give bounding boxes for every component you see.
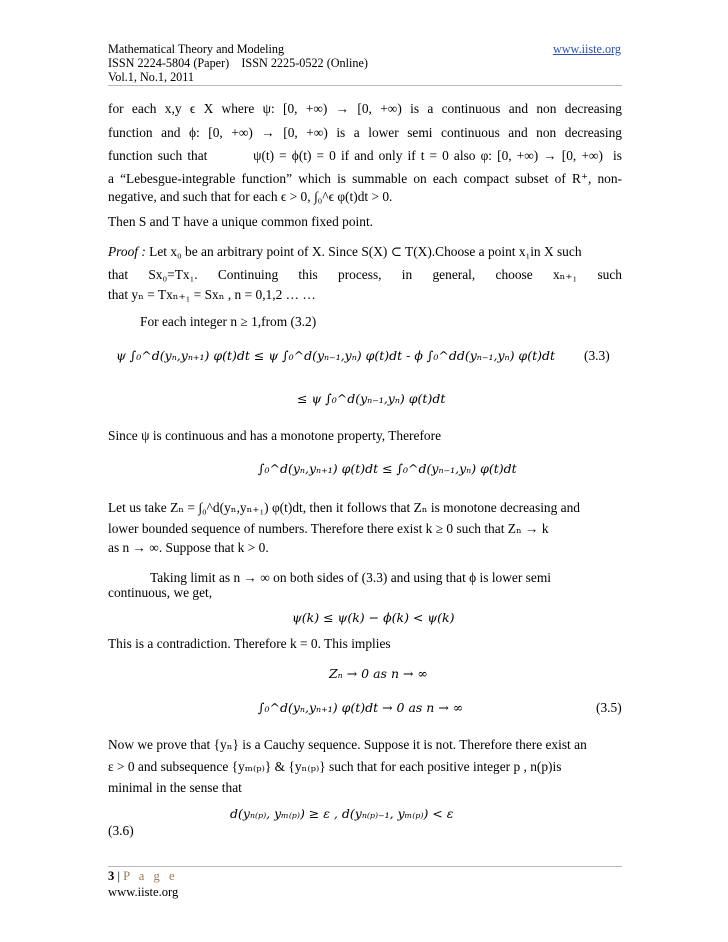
equation-monotone: ∫₀^d(yₙ,yₙ₊₁) φ(t)dt ≤ ∫₀^d(yₙ₋₁,yₙ) φ(t)dt (258, 461, 517, 476)
p7-line-2: continuous, we get, (108, 585, 213, 600)
issn-line: ISSN 2224-5804 (Paper) ISSN 2225-0522 (Online) (108, 56, 368, 70)
theorem-conclusion: Then S and T have a unique common fixed point. (108, 214, 374, 229)
equation-3-6-number: (3.6) (108, 823, 134, 838)
page-separator: | (114, 869, 124, 883)
header-divider (108, 85, 622, 86)
p7-line-1: Taking limit as n → ∞ on both sides of (3.3) and using that ϕ is lower semi (150, 570, 551, 585)
p5-text: Since ψ is continuous and has a monotone property, Therefore (108, 428, 442, 443)
proof-text: Let x₀ be an arbitrary point of X. Since S(X) ⊂ T(X).Choose a point x₁in X such (145, 244, 582, 259)
p3-line-1 (108, 244, 622, 260)
page-number-value: 3 (108, 869, 115, 883)
equation-3-3-line-2: ≤ ψ ∫₀^d(yₙ₋₁,yₙ) φ(t)dt (297, 391, 446, 406)
p8-text: This is a contradiction. Therefore k = 0. This implies (108, 636, 391, 651)
p1-line-3: function such that ψ(t) = ϕ(t) = 0 if and only if t = 0 also φ: [0, +∞) → [0, +∞) is (108, 148, 622, 163)
equation-zn-limit: Zₙ → 0 as n → ∞ (329, 666, 428, 681)
page-number (108, 869, 178, 884)
p1-line-4: a “Lebesgue-integrable function” which is summable on each compact subset of R⁺, non- (108, 171, 622, 186)
p9-line-3: minimal in the sense that (108, 780, 242, 795)
p4-text: For each integer n ≥ 1,from (3.2) (140, 314, 317, 329)
header-website-link[interactable]: www.iiste.org (552, 42, 621, 56)
p1-line-5: negative, and such that for each ϵ > 0, ∫₀^ϵ φ(t)dt > 0. (108, 189, 393, 204)
journal-title: Mathematical Theory and Modeling (108, 42, 285, 56)
p1-line-1: for each x,y ϵ X where ψ: [0, +∞) → [0, +∞) is a continuous and non decreasing (108, 101, 622, 116)
proof-label: Proof : (108, 244, 146, 259)
footer-divider (108, 866, 622, 867)
p1-line-2: function and ϕ: [0, +∞) → [0, +∞) is a lower semi continuous and non decreasing (108, 125, 622, 140)
p6-line-2: lower bounded sequence of numbers. Therefore there exist k ≥ 0 such that Zₙ → k (108, 521, 549, 536)
page-label: P a g e (123, 869, 178, 883)
equation-contradiction: ψ(k) ≤ ψ(k) − ϕ(k) < ψ(k) (292, 610, 455, 625)
p3-line-3: that yₙ = Txₙ₊₁ = Sxₙ , n = 0,1,2 … … (108, 287, 316, 302)
p9-line-1: Now we prove that {yₙ} is a Cauchy sequence. Suppose it is not. Therefore there exist an (108, 737, 587, 752)
equation-3-5: ∫₀^d(yₙ,yₙ₊₁) φ(t)dt → 0 as n → ∞ (258, 700, 464, 715)
volume-line: Vol.1, No.1, 2011 (108, 70, 194, 84)
p3-line-2: that Sx₀=Tx₁. Continuing this process, in general, choose xₙ₊₁ such (108, 267, 622, 282)
equation-3-6: d(yₙ₍ₚ₎, yₘ₍ₚ₎) ≥ ε , d(yₙ₍ₚ₎₋₁, yₘ₍ₚ₎) < ε (230, 806, 454, 821)
p9-line-2: ε > 0 and subsequence {yₘ₍ₚ₎} & {yₙ₍ₚ₎} such that for each positive integer p , n(p)is (108, 759, 562, 774)
equation-3-5-number: (3.5) (596, 700, 622, 715)
equation-3-3-number: (3.3) (584, 348, 610, 363)
footer-website: www.iiste.org (108, 885, 179, 899)
equation-3-3: ψ ∫₀^d(yₙ,yₙ₊₁) φ(t)dt ≤ ψ ∫₀^d(yₙ₋₁,yₙ) φ(t)dt - ϕ ∫₀^dd(yₙ₋₁,yₙ) φ(t)dt (116, 348, 555, 363)
p6-line-1: Let us take Zₙ = ∫₀^d(yₙ,yₙ₊₁) φ(t)dt, then it follows that Zₙ is monotone decreasing and (108, 500, 581, 515)
p6-line-3: as n → ∞. Suppose that k > 0. (108, 540, 269, 555)
